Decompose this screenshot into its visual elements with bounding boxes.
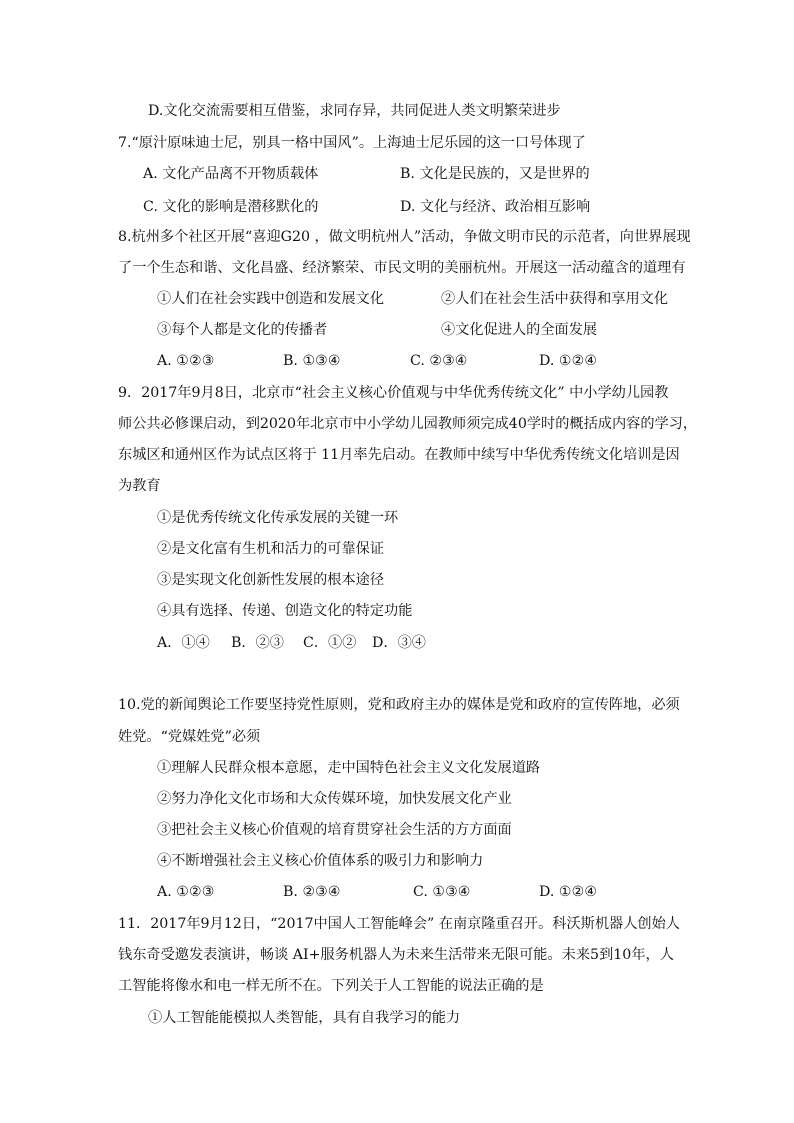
q8-statement-1: ①人们在社会实践中创造和发展文化	[157, 291, 385, 307]
q10-statement-2: ②努力净化文化市场和大众传媒环境，加快发展文化产业	[157, 791, 512, 807]
q10-statement-3: ③把社会主义核心价值观的培育贯穿社会生活的方方面面	[157, 822, 512, 838]
q8-stem-line-2: 了一个生态和谐、文化昌盛、经济繁荣、市民文明的美丽杭州。开展这一活动蕴含的道理有	[118, 260, 686, 276]
q9-stem-line-2: 师公共必修课启动，到2020年北京市中小学幼儿园教师须完成40学时的概括成内容的学习，	[118, 416, 698, 432]
q11-statement-1: ①人工智能能模拟人类智能，具有自我学习的能力	[148, 1010, 461, 1026]
q11-stem-line-3: 工智能将像水和电一样无所不在。下列关于人工智能的说法正确的是	[118, 978, 544, 994]
q9-stem-line-1: 9．2017年9月8日，北京市“社会主义核心价值观与中华优秀传统文化” 中小学幼儿园教	[118, 385, 669, 401]
q10-choice-d: D. ①②④	[539, 884, 598, 900]
q9-stem-line-3: 东城区和通州区作为试点区将于 11月率先启动。在教师中续写中华优秀传统文化培训是因	[118, 447, 680, 463]
q10-stem-line-1: 10.党的新闻舆论工作要坚持党性原则，党和政府主办的媒体是党和政府的宣传阵地，必须	[118, 697, 680, 713]
q9-statement-3: ③是实现文化创新性发展的根本途径	[157, 572, 385, 588]
q7-option-b: B. 文化是民族的，又是世界的	[400, 166, 590, 182]
q7-option-c: C. 文化的影响是潜移默化的	[143, 199, 319, 215]
q10-statement-4: ④不断增强社会主义核心价值体系的吸引力和影响力	[157, 853, 484, 869]
q7-stem: 7.“原汁原味迪士尼，别具一格中国风”。上海迪士尼乐园的这一口号体现了	[118, 135, 586, 151]
q7-option-a: A. 文化产品离不开物质载体	[143, 166, 319, 182]
q10-choice-a: A. ①②③	[157, 884, 215, 900]
q8-statement-3: ③每个人都是文化的传播者	[157, 322, 328, 338]
q8-statement-2: ②人们在社会生活中获得和享用文化	[441, 291, 669, 307]
q10-choice-b: B. ②③④	[283, 884, 341, 900]
q10-statement-1: ①理解人民群众根本意愿，走中国特色社会主义文化发展道路	[157, 760, 541, 776]
q9-statement-4: ④具有选择、传递、创造文化的特定功能	[157, 603, 413, 619]
q11-stem-line-2: 钱东奇受邀发表演讲，畅谈 AI+服务机器人为未来生活带来无限可能。未来5到10年，人	[118, 947, 674, 963]
q7-option-d: D. 文化与经济、政治相互影响	[400, 199, 591, 215]
q8-choice-c: C. ②③④	[410, 353, 468, 369]
q9-choice-a: A．①④	[157, 635, 210, 651]
q11-stem-line-1: 11．2017年9月12日，“2017中国人工智能峰会” 在南京隆重召开。科沃斯机器人创始人	[118, 916, 680, 932]
q8-choice-d: D. ①②④	[539, 353, 598, 369]
q8-choice-a: A. ①②③	[157, 353, 215, 369]
q9-stem-line-4: 为教育	[118, 478, 161, 494]
q10-stem-line-2: 姓党。“党媒姓党”必须	[118, 729, 261, 745]
q9-choice-b: B．②③	[231, 635, 284, 651]
q9-choice-c: C．①②	[303, 635, 357, 651]
q6-option-d: D.文化交流需要相互借鉴，求同存异，共同促进人类文明繁荣进步	[148, 103, 561, 119]
q9-statement-1: ①是优秀传统文化传承发展的关键一环	[157, 510, 399, 526]
q9-choice-d: D．③④	[372, 635, 426, 651]
q8-statement-4: ④文化促进人的全面发展	[441, 322, 598, 338]
q8-stem-line-1: 8.杭州多个社区开展“喜迎G20 ，做文明杭州人”活动，争做文明市民的示范者，向世界展现	[118, 229, 691, 245]
q10-choice-c: C. ①③④	[413, 884, 471, 900]
q9-statement-2: ②是文化富有生机和活力的可靠保证	[157, 541, 385, 557]
q8-choice-b: B. ①③④	[283, 353, 341, 369]
